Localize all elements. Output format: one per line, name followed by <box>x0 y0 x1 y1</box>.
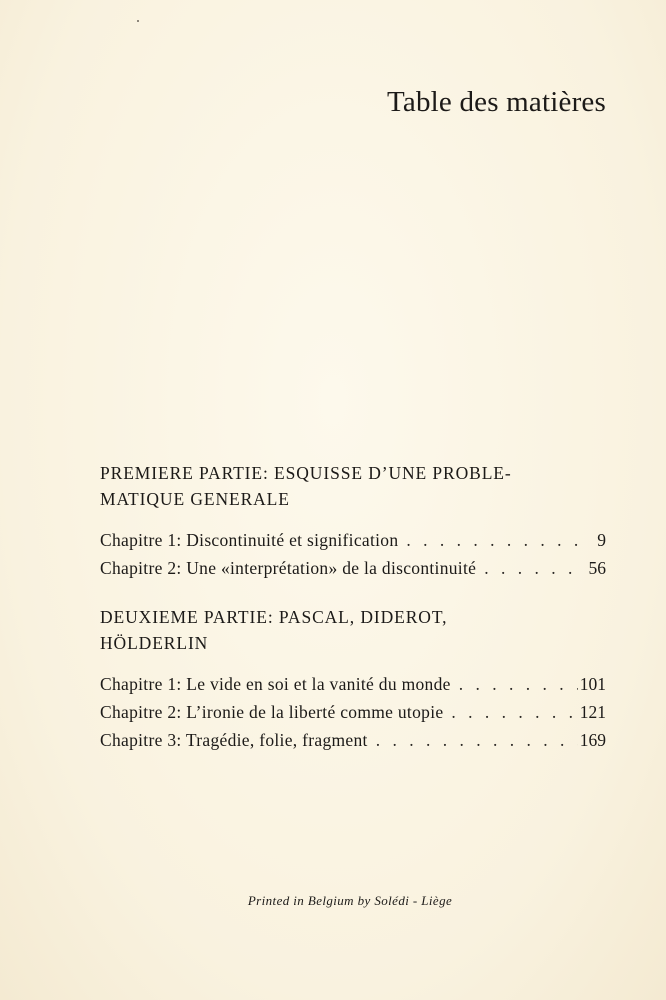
dot-leader <box>451 670 578 698</box>
dot-leader <box>398 526 578 554</box>
chapter-title: Chapitre 2: L’ironie de la liberté comme utopie <box>100 702 444 722</box>
page-number: 9 <box>597 530 606 550</box>
dot-leader <box>476 554 578 582</box>
page-number: 169 <box>579 730 606 750</box>
chapter-title: Chapitre 2: Une «interprétation» de la discontinuité <box>100 558 477 578</box>
part-heading-line: PREMIERE PARTIE: ESQUISSE D’UNE PROBLE- <box>100 463 512 483</box>
part-2 <box>100 604 606 754</box>
page-number: 121 <box>579 702 606 722</box>
toc-entry[interactable] <box>100 554 606 582</box>
printer-imprint: Printed in Belgium by Solédi - Liège <box>247 893 453 908</box>
part-heading-line: MATIQUE GENERALE <box>100 489 290 509</box>
part-heading-line: DEUXIEME PARTIE: PASCAL, DIDEROT, <box>100 607 448 627</box>
page-title: Table des matières <box>387 86 606 118</box>
chapter-title: Chapitre 1: Discontinuité et signification <box>100 530 399 550</box>
dot-leader <box>368 726 578 754</box>
chapter-list <box>100 526 606 582</box>
chapter-title: Chapitre 3: Tragédie, folie, fragment <box>100 730 368 750</box>
part-1 <box>100 460 606 582</box>
chapter-list <box>100 670 606 754</box>
toc-entry[interactable] <box>100 526 606 554</box>
paper-speck <box>137 20 139 22</box>
part-heading-line: HÖLDERLIN <box>100 633 209 653</box>
chapter-title: Chapitre 1: Le vide en soi et la vanité du monde <box>100 674 451 694</box>
toc-entry[interactable] <box>100 726 606 754</box>
part-heading <box>100 604 606 656</box>
toc-entry[interactable] <box>100 698 606 726</box>
page-number: 56 <box>588 558 606 578</box>
page-number: 101 <box>579 674 606 694</box>
toc-entry[interactable] <box>100 670 606 698</box>
part-heading <box>100 460 606 512</box>
table-of-contents <box>100 460 606 776</box>
dot-leader <box>443 698 578 726</box>
